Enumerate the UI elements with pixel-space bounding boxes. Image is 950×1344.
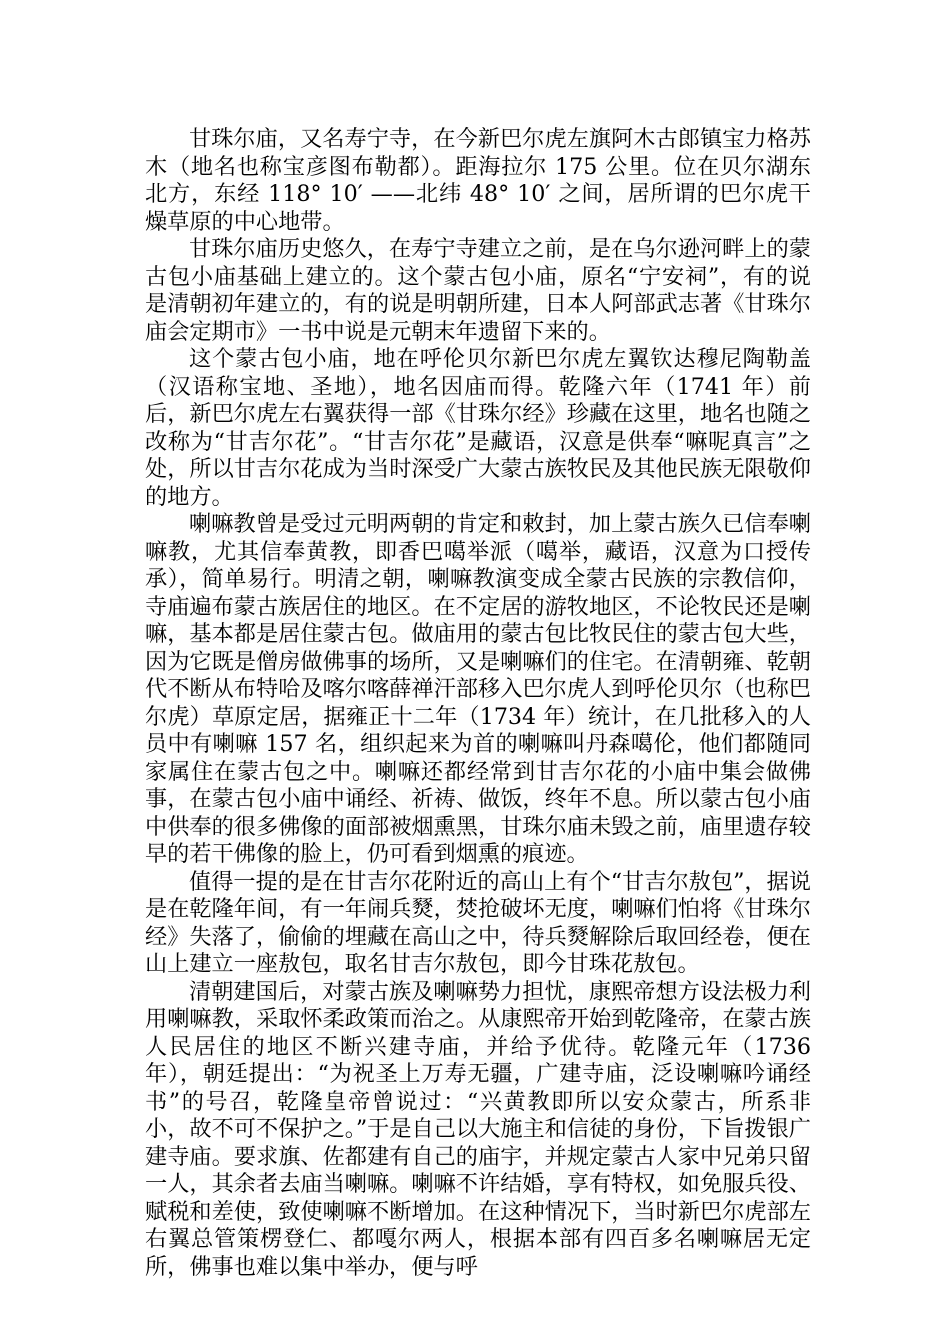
paragraph-5: 值得一提的是在甘吉尔花附近的高山上有个“甘吉尔敖包”，据说是在乾隆年间，有一年闹兵燹，焚抢破坏无度，喇嘛们怕将《甘珠尔经》失落了，偷偷的埋藏在高山之中，待兵燹解除后取回经卷，便在山上建立一座敖包，取名甘吉尔敖包，即今甘珠花敖包。 bbox=[145, 868, 811, 977]
paragraph-3: 这个蒙古包小庙，地在呼伦贝尔新巴尔虎左翼钦达穆尼陶勒盖（汉语称宝地、圣地），地名因庙而得。乾隆六年（1741 年）前后，新巴尔虎左右翼获得一部《甘珠尔经》珍藏在这里，地名也随之改称为“甘吉尔花”。“甘吉尔花”是藏语，汉意是供奉“嘛呢真言”之处，所以甘吉尔花成为当时深受广大蒙古族牧民及其他民族无限敬仰的地方。 bbox=[145, 346, 811, 510]
paragraph-2: 甘珠尔庙历史悠久，在寿宁寺建立之前，是在乌尔逊河畔上的蒙古包小庙基础上建立的。这个蒙古包小庙，原名“宁安祠”，有的说是清朝初年建立的，有的说是明朝所建，日本人阿部武志著《甘珠尔庙会定期市》一书中说是元朝末年遗留下来的。 bbox=[145, 236, 811, 345]
paragraph-6: 清朝建国后，对蒙古族及喇嘛势力担忧，康熙帝想方设法极力利用喇嘛教，采取怀柔政策而治之。从康熙帝开始到乾隆帝，在蒙古族人民居住的地区不断兴建寺庙，并给予优待。乾隆元年（1736 年），朝廷提出：“为祝圣上万寿无疆，广建寺庙，泛设喇嘛吟诵经书”的号召，乾隆皇帝曾说过：“兴黄教即所以安众蒙古，所系非小，故不可不保护之。”于是自己以大施主和信徒的身份，下旨拨银广建寺庙。要求旗、佐都建有自己的庙宇，并规定蒙古人家中兄弟只留一人，其余者去庙当喇嘛。喇嘛不许结婚，享有特权，如免服兵役、赋税和差使，致使喇嘛不断增加。在这种情况下，当时新巴尔虎部左右翼总管策楞登仁、都嘎尔两人，根据本部有四百多名喇嘛居无定所，佛事也难以集中举办，便与呼 bbox=[145, 978, 811, 1280]
document-page bbox=[145, 126, 811, 1281]
paragraph-4: 喇嘛教曾是受过元明两朝的肯定和敕封，加上蒙古族久已信奉喇嘛教，尤其信奉黄教，即香巴噶举派（噶举，藏语，汉意为口授传承），简单易行。明清之朝，喇嘛教演变成全蒙古民族的宗教信仰，寺庙遍布蒙古族居住的地区。在不定居的游牧地区，不论牧民还是喇嘛，基本都是居住蒙古包。做庙用的蒙古包比牧民住的蒙古包大些，因为它既是僧房做佛事的场所，又是喇嘛们的住宅。在清朝雍、乾朝代不断从布特哈及喀尔喀薛禅汗部移入巴尔虎人到呼伦贝尔（也称巴尔虎）草原定居，据雍正十二年（1734 年）统计，在几批移入的人员中有喇嘛 157 名，组织起来为首的喇嘛叫丹森噶伦，他们都随同家属住在蒙古包之中。喇嘛还都经常到甘吉尔花的小庙中集会做佛事，在蒙古包小庙中诵经、祈祷、做饭，终年不息。所以蒙古包小庙中供奉的很多佛像的面部被烟熏黑，甘珠尔庙未毁之前，庙里遗存较早的若干佛像的脸上，仍可看到烟熏的痕迹。 bbox=[145, 511, 811, 867]
paragraph-1: 甘珠尔庙，又名寿宁寺，在今新巴尔虎左旗阿木古郎镇宝力格苏木（地名也称宝彦图布勒都）。距海拉尔 175 公里。位在贝尔湖东北方，东经 118° 10′ ——北纬 48° 10′ 之间，居所谓的巴尔虎干燥草原的中心地带。 bbox=[145, 126, 811, 235]
